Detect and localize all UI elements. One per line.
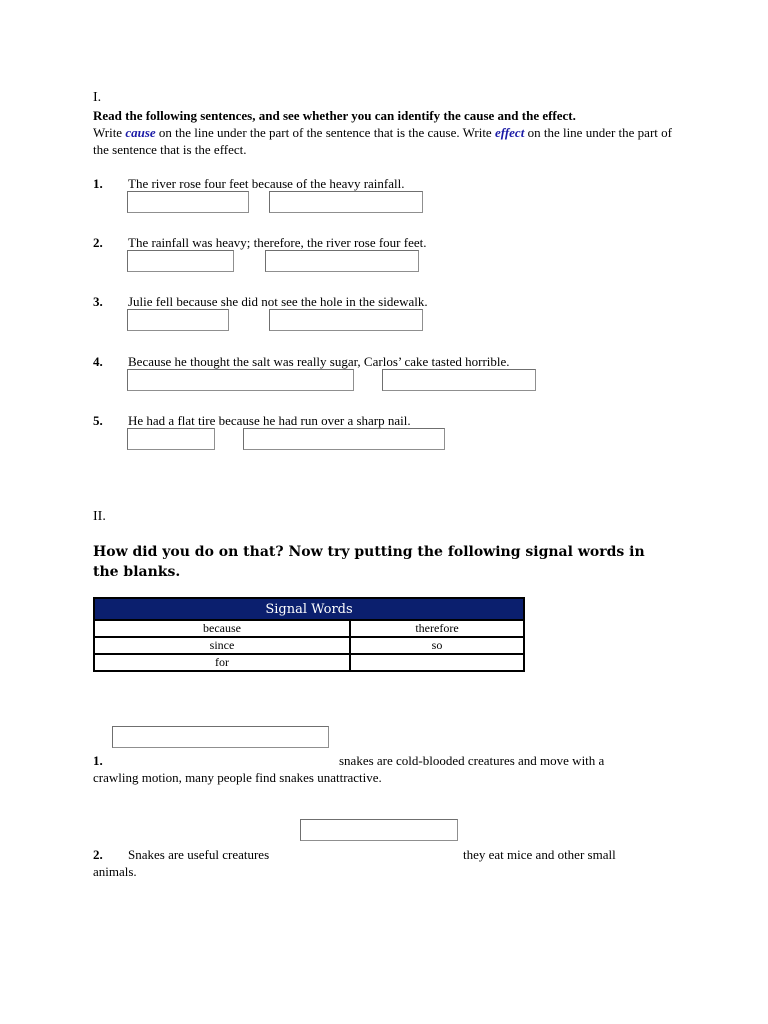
item-2-answer-left[interactable]	[127, 250, 234, 272]
item-3-answer-right[interactable]	[269, 309, 423, 331]
section-1-heading: Read the following sentences, and see whether you can identify the cause and the effect.	[93, 108, 576, 123]
table-row	[94, 637, 524, 654]
signal-words-title: Signal Words	[94, 598, 524, 620]
keyword-cause: cause	[125, 125, 156, 140]
table-cell: since	[94, 637, 350, 654]
table-row	[94, 654, 524, 671]
item-2-number: 2.	[93, 235, 103, 250]
signal-item-2-number: 2.	[93, 847, 103, 862]
item-3-sentence: Julie fell because she did not see the hole in the sidewalk.	[128, 294, 428, 309]
item-4-number: 4.	[93, 354, 103, 369]
item-1-sentence: The river rose four feet because of the heavy rainfall.	[128, 176, 405, 191]
item-2-answer-right[interactable]	[265, 250, 419, 272]
signal-item-2-text-before: Snakes are useful creatures	[128, 847, 270, 862]
item-3-number: 3.	[93, 294, 103, 309]
item-5-number: 5.	[93, 413, 103, 428]
item-1-number: 1.	[93, 176, 103, 191]
item-5-answer-left[interactable]	[127, 428, 215, 450]
signal-words-table	[93, 597, 525, 672]
table-cell: because	[94, 620, 350, 637]
item-4-answer-left[interactable]	[127, 369, 354, 391]
instr-text-2: on the line under the part of the sentence that is the cause. Write	[155, 125, 495, 140]
instr-text-3: on the line under the part of the sentence that is the effect.	[93, 125, 672, 157]
signal-item-2-text-after: they eat mice and other small	[463, 847, 616, 862]
section-1-instructions	[93, 124, 683, 158]
item-5-sentence: He had a flat tire because he had run over a sharp nail.	[128, 413, 411, 428]
signal-item-1-text: snakes are cold-blooded creatures and move with a	[339, 753, 605, 768]
signal-item-1-blank[interactable]	[112, 726, 329, 748]
signal-item-1-text-line2: crawling motion, many people find snakes unattractive.	[93, 770, 382, 785]
table-cell: for	[94, 654, 350, 671]
item-4-sentence: Because he thought the salt was really sugar, Carlos’ cake tasted horrible.	[128, 354, 510, 369]
item-2-sentence: The rainfall was heavy; therefore, the river rose four feet.	[128, 235, 427, 250]
section-1-numeral: I.	[93, 90, 102, 105]
section-2-heading: How did you do on that? Now try putting the following signal words in the blanks.	[93, 544, 645, 580]
signal-item-2-blank[interactable]	[300, 819, 458, 841]
keyword-effect: effect	[494, 125, 525, 140]
item-1-answer-right[interactable]	[269, 191, 423, 213]
signal-item-1-number: 1.	[93, 753, 103, 768]
table-cell: so	[350, 637, 524, 654]
item-1-answer-left[interactable]	[127, 191, 249, 213]
item-3-answer-left[interactable]	[127, 309, 229, 331]
item-4-answer-right[interactable]	[382, 369, 536, 391]
table-cell	[350, 654, 524, 671]
instr-text-1: Write	[93, 125, 126, 140]
table-cell: therefore	[350, 620, 524, 637]
section-2-numeral: II.	[93, 509, 106, 524]
table-row	[94, 620, 524, 637]
signal-item-2-text-line2: animals.	[93, 864, 137, 879]
item-5-answer-right[interactable]	[243, 428, 445, 450]
